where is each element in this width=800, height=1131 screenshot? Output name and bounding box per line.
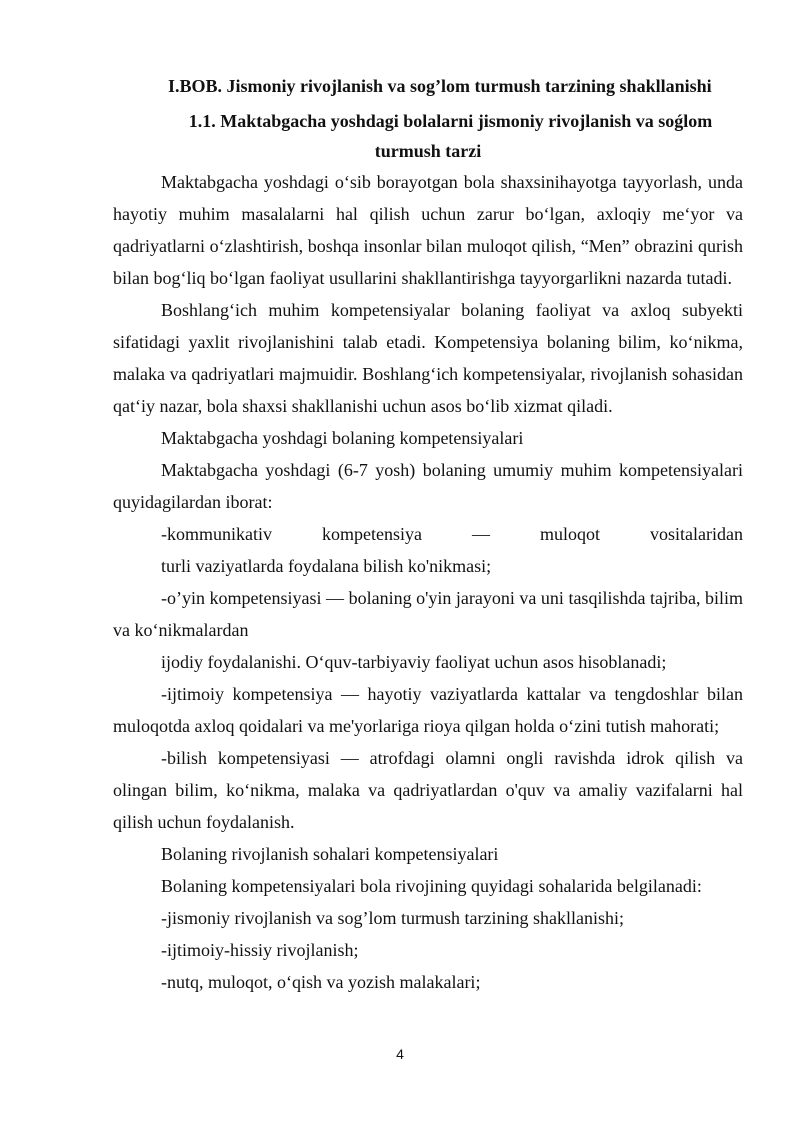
paragraph: Bolaning rivojlanish sohalari kompetensiyalari <box>161 844 499 864</box>
paragraph: Boshlang‘ich muhim kompetensiyalar bolaning faoliyat va axloq subyekti sifatidagi yaxlit rivojlanishini talab etadi. Kompetensiya bolaning bilim, ko‘nikma, malaka va qadriyatlari majmuidir. Boshlang‘ich kompetensiyalar, rivojlanish sohasidan qat‘iy nazar, bola shaxsi shakllanishi uchun asos bo‘lib xizmat qiladi. <box>113 300 743 416</box>
paragraph: ijodiy foydalanishi. O‘quv-tarbiyaviy faoliyat uchun asos hisoblanadi; <box>161 652 667 672</box>
section-heading-line2: turmush tarzi <box>374 141 482 161</box>
chapter-heading: I.BOB. Jismoniy rivojlanish va sog’lom turmush tarzining shakllanishi <box>168 76 712 96</box>
paragraph: -ijtimoiy kompetensiya — hayotiy vaziyatlarda kattalar va tengdoshlar bilan muloqotda axloq qoidalari va me'yorlariga rioya qilgan holda o‘zini tutish mahorati; <box>113 684 743 736</box>
paragraph: -nutq, muloqot, o‘qish va yozish malakalari; <box>161 972 481 992</box>
paragraph: -ijtimoiy-hissiy rivojlanish; <box>161 940 359 960</box>
paragraph: -jismoniy rivojlanish va sog’lom turmush tarzining shakllanishi; <box>161 908 624 928</box>
paragraph: Bolaning kompetensiyalari bola rivojining quyidagi sohalarida belgilanadi: <box>161 876 702 896</box>
paragraph: -bilish kompetensiyasi — atrofdagi olamni ongli ravishda idrok qilish va olingan bilim, ko‘nikma, malaka va qadriyatlardan o'quv va amaliy vazifalarni hal qilish uchun foydalanish. <box>113 748 743 832</box>
paragraph: Maktabgacha yoshdagi (6-7 yosh) bolaning umumiy muhim kompetensiyalari quyidagilardan iborat: <box>113 460 743 512</box>
paragraph: turli vaziyatlarda foydalana bilish ko'nikmasi; <box>161 556 492 576</box>
page-number: 4 <box>396 1046 404 1062</box>
paragraph: -kommunikativ kompetensiya — muloqot vositalaridan <box>161 524 743 544</box>
section-heading-line1: 1.1. Maktabgacha yoshdagi bolalarni jismoniy rivojlanish va soǵlom <box>188 111 713 131</box>
page-content <box>113 74 743 998</box>
paragraph: -o’yin kompetensiyasi — bolaning o'yin jarayoni va uni tasqilishda tajriba, bilim va ko‘nikmalardan <box>113 588 743 640</box>
paragraph: Maktabgacha yoshdagi bolaning kompetensiyalari <box>161 428 524 448</box>
section-heading <box>113 106 743 166</box>
paragraph: Maktabgacha yoshdagi o‘sib borayotgan bola shaxsinihayotga tayyorlash, unda hayotiy muhim masalalarni hal qilish uchun zarur bo‘lgan, axloqiy me‘yor va qadriyatlarni o‘zlashtirish, boshqa insonlar bilan muloqot qilish, “Men” obrazini qurish bilan bog‘liq bo‘lgan faoliyat usullarini shakllantirishga tayyorgarlikni nazarda tutadi. <box>113 172 743 288</box>
